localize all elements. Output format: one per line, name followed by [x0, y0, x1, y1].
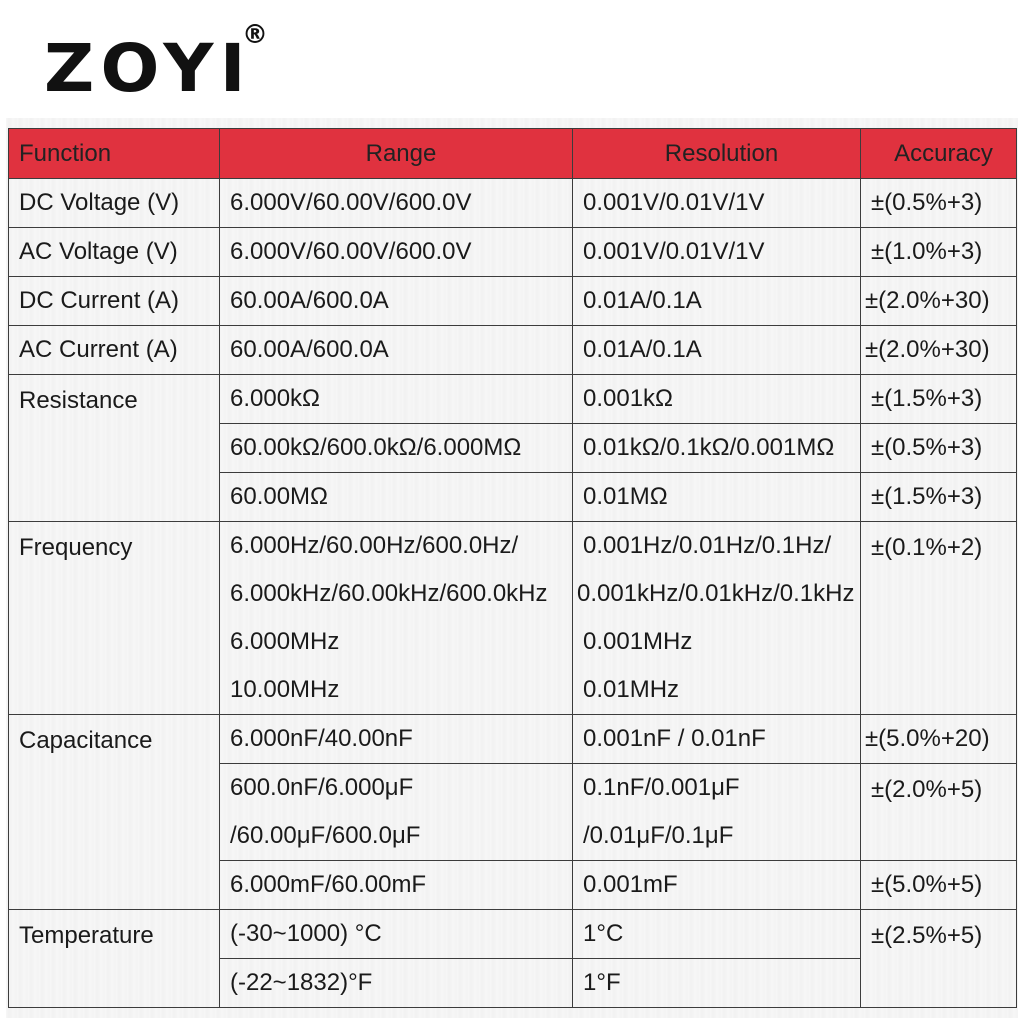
resolution-cell: 1°C	[573, 910, 861, 959]
resolution-cell: /0.01μF/0.1μF	[573, 812, 861, 861]
function-cell: Capacitance	[9, 715, 220, 910]
spec-table	[8, 128, 1017, 1008]
range-cell: 6.000kΩ	[220, 375, 573, 424]
table-row-dc-voltage	[9, 179, 1017, 228]
registered-mark: ®	[242, 20, 268, 50]
table-row-ac-voltage	[9, 228, 1017, 277]
header-resolution: Resolution	[573, 129, 861, 179]
range-cell: 60.00MΩ	[220, 473, 573, 522]
range-cell: 60.00A/600.0A	[220, 277, 573, 326]
resolution-cell: 0.001kHz/0.01kHz/0.1kHz	[573, 570, 861, 618]
accuracy-cell: ±(2.0%+5)	[861, 764, 1017, 861]
table-row-temperature	[9, 910, 1017, 959]
resolution-cell: 0.001kΩ	[573, 375, 861, 424]
accuracy-cell: ±(1.5%+3)	[861, 375, 1017, 424]
resolution-cell: 0.001V/0.01V/1V	[573, 228, 861, 277]
resolution-cell: 0.01MΩ	[573, 473, 861, 522]
accuracy-cell: ±(2.0%+30)	[861, 277, 1017, 326]
spec-table-container	[6, 118, 1018, 1018]
resolution-cell: 0.01kΩ/0.1kΩ/0.001MΩ	[573, 424, 861, 473]
range-cell: 6.000Hz/60.00Hz/600.0Hz/	[220, 522, 573, 571]
resolution-cell: 0.001MHz	[573, 618, 861, 666]
function-cell: DC Current (A)	[9, 277, 220, 326]
function-cell: Frequency	[9, 522, 220, 715]
function-cell: AC Voltage (V)	[9, 228, 220, 277]
range-cell: 6.000V/60.00V/600.0V	[220, 228, 573, 277]
range-cell: /60.00μF/600.0μF	[220, 812, 573, 861]
range-cell: 10.00MHz	[220, 666, 573, 715]
header-range: Range	[220, 129, 573, 179]
range-cell: 600.0nF/6.000μF	[220, 764, 573, 813]
resolution-cell: 0.01MHz	[573, 666, 861, 715]
accuracy-cell: ±(2.0%+30)	[861, 326, 1017, 375]
range-cell: 60.00kΩ/600.0kΩ/6.000MΩ	[220, 424, 573, 473]
range-cell: 6.000nF/40.00nF	[220, 715, 573, 764]
resolution-cell: 0.01A/0.1A	[573, 277, 861, 326]
header-function: Function	[9, 129, 220, 179]
resolution-cell: 0.001nF / 0.01nF	[573, 715, 861, 764]
table-row-ac-current	[9, 326, 1017, 375]
accuracy-cell: ±(1.0%+3)	[861, 228, 1017, 277]
table-row-capacitance	[9, 715, 1017, 764]
accuracy-cell: ±(2.5%+5)	[861, 910, 1017, 1008]
function-cell: DC Voltage (V)	[9, 179, 220, 228]
accuracy-cell: ±(1.5%+3)	[861, 473, 1017, 522]
brand-logo: ZOYI	[44, 30, 252, 107]
table-row-frequency	[9, 522, 1017, 571]
resolution-cell: 0.001Hz/0.01Hz/0.1Hz/	[573, 522, 861, 571]
range-cell: (-30~1000) °C	[220, 910, 573, 959]
range-cell: 6.000V/60.00V/600.0V	[220, 179, 573, 228]
resolution-cell: 0.1nF/0.001μF	[573, 764, 861, 813]
range-cell: 6.000mF/60.00mF	[220, 861, 573, 910]
accuracy-cell: ±(5.0%+5)	[861, 861, 1017, 910]
range-cell: (-22~1832)°F	[220, 959, 573, 1008]
resolution-cell: 0.001V/0.01V/1V	[573, 179, 861, 228]
accuracy-cell: ±(5.0%+20)	[861, 715, 1017, 764]
accuracy-cell: ±(0.5%+3)	[861, 179, 1017, 228]
resolution-cell: 0.01A/0.1A	[573, 326, 861, 375]
table-row-dc-current	[9, 277, 1017, 326]
header-accuracy: Accuracy	[861, 129, 1017, 179]
resolution-cell: 1°F	[573, 959, 861, 1008]
table-row-resistance	[9, 375, 1017, 424]
header-row	[9, 129, 1017, 179]
function-cell: Resistance	[9, 375, 220, 522]
accuracy-cell: ±(0.1%+2)	[861, 522, 1017, 715]
range-cell: 6.000MHz	[220, 618, 573, 666]
function-cell: Temperature	[9, 910, 220, 1008]
function-cell: AC Current (A)	[9, 326, 220, 375]
resolution-cell: 0.001mF	[573, 861, 861, 910]
range-cell: 60.00A/600.0A	[220, 326, 573, 375]
accuracy-cell: ±(0.5%+3)	[861, 424, 1017, 473]
range-cell: 6.000kHz/60.00kHz/600.0kHz	[220, 570, 573, 618]
